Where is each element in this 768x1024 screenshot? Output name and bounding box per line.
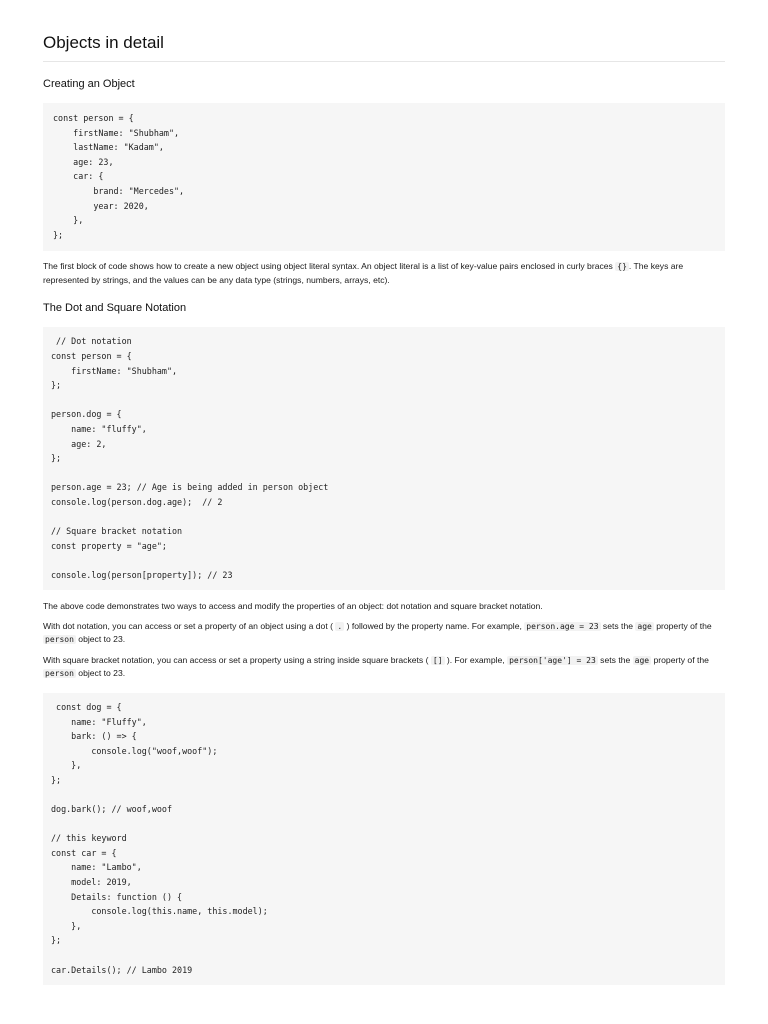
inline-code: age xyxy=(637,621,652,631)
code-block-notation: // Dot notation const person = { firstName: "Shubham", }; person.dog = { name: "fluffy", age: 2, }; person.age = 23; // Age is being added in person object console.log(person.dog.age); // 2 // Square bracket notation const property = "age"; console.log(person[property]); // 23 xyxy=(43,327,725,590)
inline-code: person['age'] = 23 xyxy=(509,655,596,665)
page-title: Objects in detail xyxy=(43,33,725,62)
code-block-methods-this: const dog = { name: "Fluffy", bark: () => { console.log("woof,woof"); }, }; dog.bark(); // woof,woof // this keyword const car = { name: "Lambo", model: 2019, Details: function () { console.log(this.name, this.model); }, }; car.Details(); // Lambo 2019 xyxy=(43,693,725,985)
section-heading-dot-square-notation: The Dot and Square Notation xyxy=(43,302,187,315)
inline-code: person xyxy=(45,669,74,679)
paragraph-dot-notation: With dot notation, you can access or set a property of an object using a dot ( . ) followed by the property name. For example, person.age = 23 sets the age property of the person object to 23. xyxy=(43,620,712,645)
paragraph-object-literal: The first block of code shows how to create a new object using object literal syntax. An object literal is a list of key-value pairs enclosed in curly braces {} . The keys are represented by strings, and the values can be any data type (strings, numbers, arrays, etc). xyxy=(43,261,684,285)
inline-code: person xyxy=(45,635,74,645)
section-heading-creating-object: Creating an Object xyxy=(43,78,135,90)
inline-code: . xyxy=(337,621,343,631)
paragraph-notation-intro: The above code demonstrates two ways to access and modify the properties of an object: dot notation and square bracket notation. xyxy=(43,601,543,612)
inline-code: person.age = 23 xyxy=(526,621,599,631)
inline-code: {} xyxy=(617,262,627,272)
paragraph-square-notation: With square bracket notation, you can access or set a property using a string inside square brackets ( [] ). For example, person['age'] = 23 sets the age property of the person object to 23. xyxy=(43,654,709,679)
code-block-create-object: const person = { firstName: "Shubham", lastName: "Kadam", age: 23, car: { brand: "Mercedes", year: 2020, }, }; xyxy=(43,103,725,251)
inline-code: [] xyxy=(432,655,443,665)
inline-code: age xyxy=(634,655,650,665)
